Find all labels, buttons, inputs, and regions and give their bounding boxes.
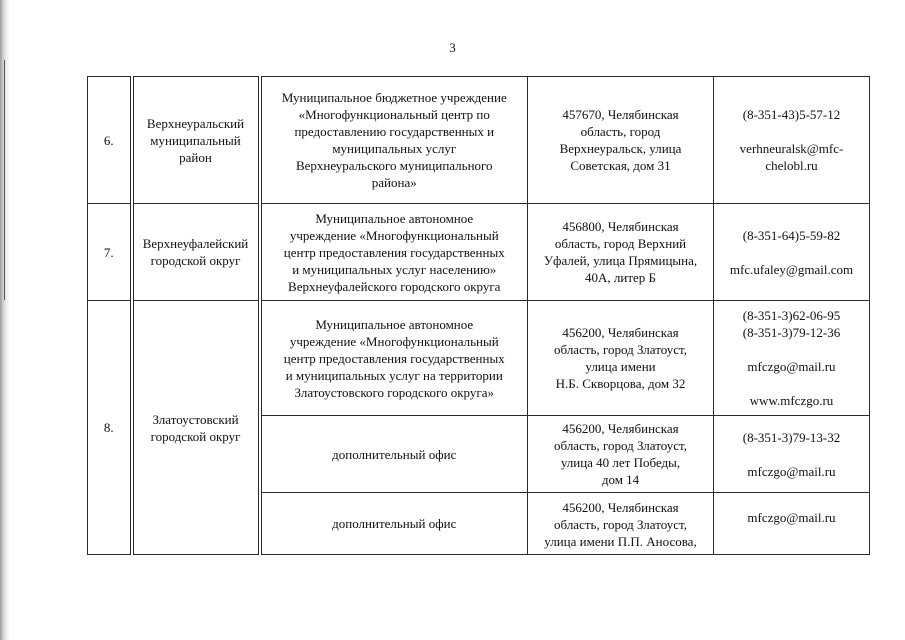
district-cell: Златоустовский городской округ: [132, 301, 260, 555]
district-cell: Верхнеуфалейский городской округ: [132, 204, 260, 301]
phone-text: (8-351-64)5-59-82: [742, 227, 841, 243]
institution-cell: Муниципальное автономное учреждение «Многофункциональный центр предоставления государственных и муниципальных услуг на территории Златоустовского городского округа»: [260, 301, 528, 416]
scan-edge-shadow: [0, 0, 10, 640]
scan-edge-line: [4, 60, 5, 300]
address-cell: 456200, Челябинская область, город Златоуст, улица 40 лет Победы, дом 14: [528, 416, 714, 493]
email-text: mfczgo@mail.ru: [747, 359, 836, 374]
institution-cell: Муниципальное автономное учреждение «Многофункциональный центр предоставления государственных и муниципальных услуг населению» Верхнеуфалейского городского округа: [260, 204, 528, 301]
website-text: www.mfczgo.ru: [749, 393, 834, 408]
institution-cell: дополнительный офис: [260, 493, 528, 555]
phone-text: (8-351-43)5-57-12: [742, 107, 841, 122]
address-cell: 456800, Челябинская область, город Верхний Уфалей, улица Прямицына, 40А, литер Б: [528, 204, 714, 301]
contacts-cell: [714, 77, 870, 204]
email-text: mfczgo@mail.ru: [747, 463, 836, 479]
email-text: verhneuralsk@mfc- chelobl.ru: [739, 141, 844, 173]
address-cell: 456200, Челябинская область, город Златоуст, улица имени П.П. Аносова,: [528, 493, 714, 555]
district-cell: Верхнеуральский муниципальный район: [132, 77, 260, 204]
address-cell: 456200, Челябинская область, город Златоуст, улица имени Н.Б. Скворцова, дом 32: [528, 301, 714, 416]
table-row: [88, 77, 870, 204]
phone-text: (8-351-3)62-06-95 (8-351-3)79-12-36: [742, 308, 841, 340]
institution-cell: дополнительный офис: [260, 416, 528, 493]
contacts-cell: [714, 204, 870, 301]
row-number-cell: 8.: [88, 301, 132, 555]
row-number-cell: 6.: [88, 77, 132, 204]
contacts-cell: [714, 301, 870, 416]
table-row: [88, 204, 870, 301]
address-cell: 457670, Челябинская область, город Верхнеуральск, улица Советская, дом 31: [528, 77, 714, 204]
institution-cell: Муниципальное бюджетное учреждение «Многофункциональный центр по предоставлению государственных и муниципальных услуг Верхнеуральского муниципального района»: [260, 77, 528, 204]
table-row: [88, 301, 870, 416]
contacts-cell: [714, 493, 870, 555]
email-text: mfc.ufaley@gmail.com: [729, 261, 854, 277]
page-number: 3: [449, 40, 456, 55]
phone-text: (8-351-3)79-13-32: [742, 429, 841, 445]
mfc-table: [87, 76, 870, 555]
email-text: mfczgo@mail.ru: [747, 510, 836, 525]
contacts-cell: [714, 416, 870, 493]
row-number-cell: 7.: [88, 204, 132, 301]
